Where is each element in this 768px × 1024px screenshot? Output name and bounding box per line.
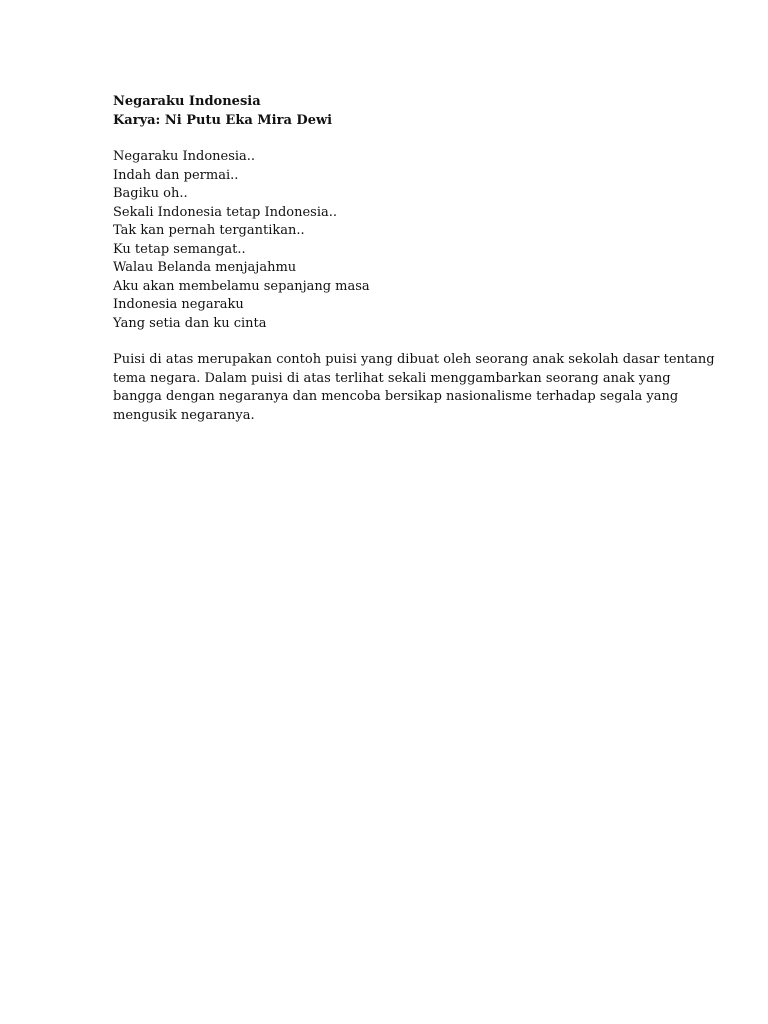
poem-line: Bagiku oh.. (113, 186, 188, 201)
poem-line: Sekali Indonesia tetap Indonesia.. (113, 204, 338, 220)
poem-line: Yang setia dan ku cinta (113, 315, 267, 331)
poem-line: Indah dan permai.. (113, 167, 239, 183)
analysis-paragraph (113, 351, 715, 425)
poem-line: Tak kan pernah tergantikan.. (113, 223, 305, 238)
poem-line: Indonesia negaraku (113, 297, 244, 312)
paragraph-line: tema negara. Dalam puisi di atas terlihat sekali menggambarkan seorang anak yang (113, 370, 671, 386)
poem-body (113, 148, 673, 333)
spacer (113, 130, 673, 148)
poem-line: Aku akan membelamu sepanjang masa (113, 278, 370, 294)
poem-line: Negaraku Indonesia.. (113, 149, 256, 164)
document-body (113, 93, 715, 425)
paragraph-line: bangga dengan negaranya dan mencoba bersikap nasionalisme terhadap segala yang (113, 389, 679, 404)
paragraph-line: mengusik negaranya. (113, 407, 255, 423)
poem-line: Walau Belanda menjajahmu (113, 260, 297, 275)
spacer (113, 333, 673, 351)
paragraph-line: Puisi di atas merupakan contoh puisi yang dibuat oleh seorang anak sekolah dasar tentang (113, 352, 715, 367)
poem-author: Karya: Ni Putu Eka Mira Dewi (113, 112, 333, 128)
poem-line: Ku tetap semangat.. (113, 241, 246, 257)
poem-title: Negaraku Indonesia (113, 94, 261, 109)
